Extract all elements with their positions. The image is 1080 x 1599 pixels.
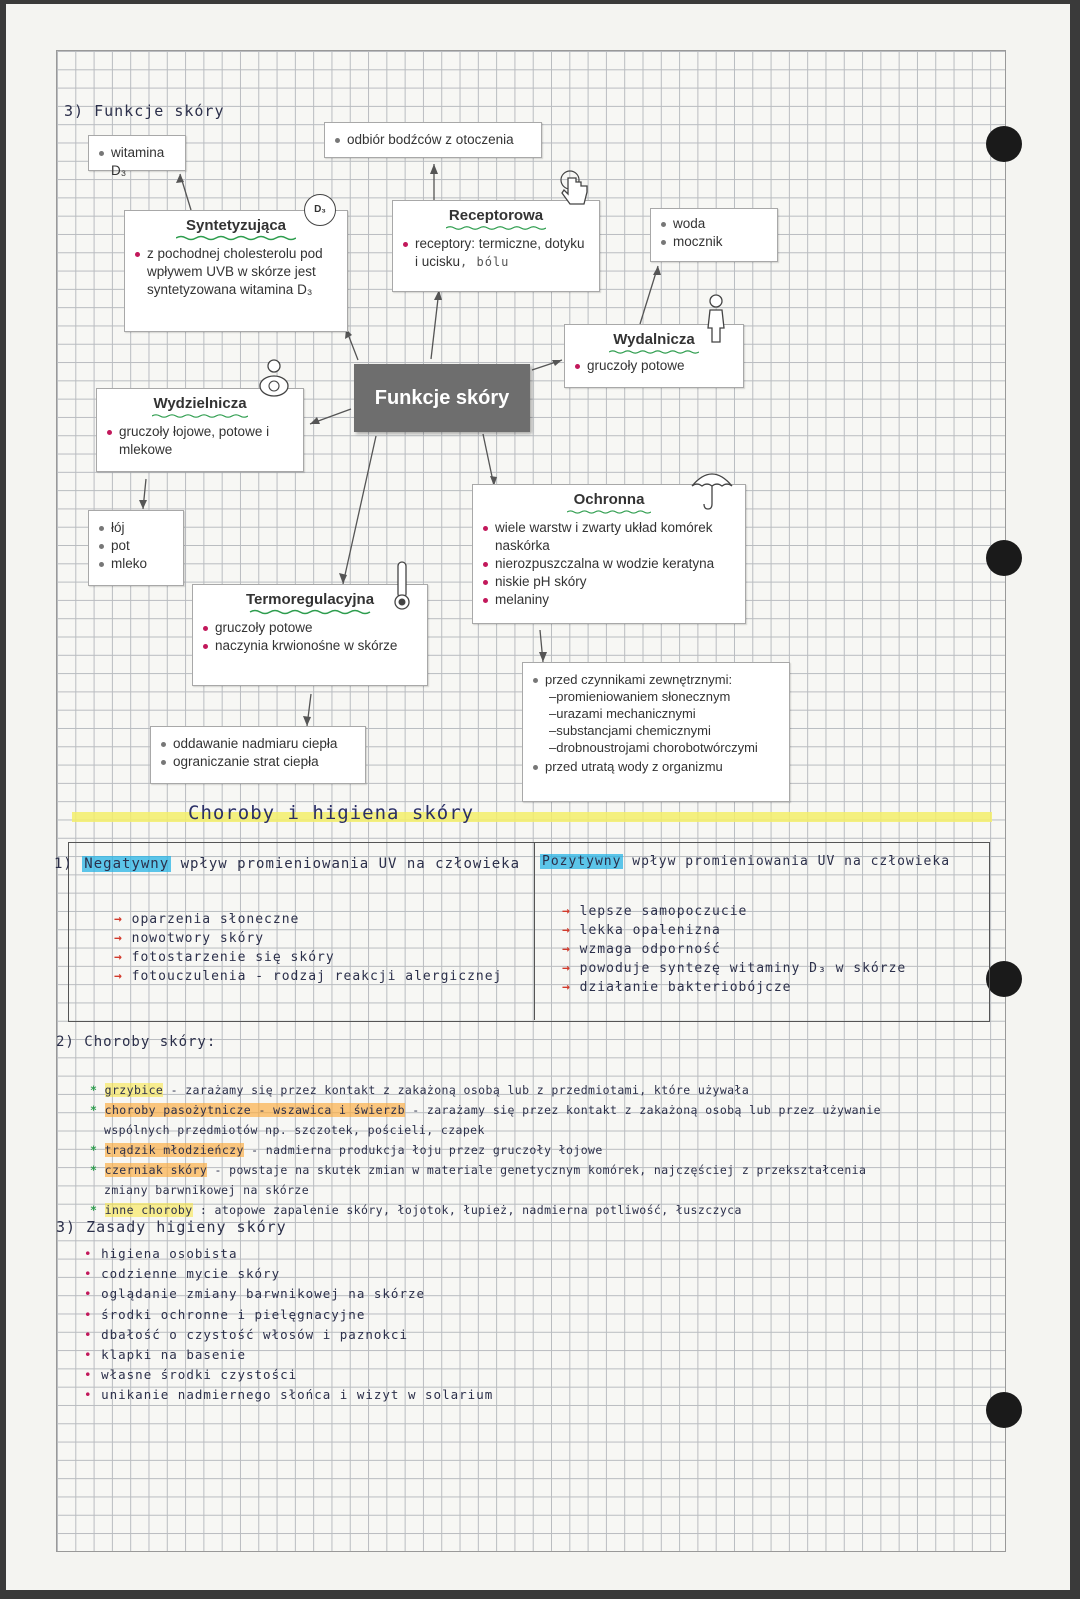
- list-item: z pochodnej cholesterolu pod wpływem UVB w skórze jest syntetyzowana witamina D₃: [147, 245, 339, 299]
- stimuli-box: [324, 122, 542, 158]
- sub-list: [523, 688, 789, 756]
- list-item: gruczoły potowe: [587, 357, 735, 375]
- list-item: przed utratą wody z organizmu: [545, 758, 781, 775]
- list-item: → wzmaga odporność: [562, 942, 721, 957]
- umbrella-icon: [690, 466, 734, 512]
- hand-touch-icon: [556, 168, 592, 208]
- box-title: Termoregulacyjna: [245, 591, 375, 608]
- list-item: wiele warstw i zwarty układ komórek naskórka: [495, 519, 737, 555]
- list-item: ograniczanie strat ciepła: [173, 753, 357, 771]
- thermometer-icon: [392, 560, 412, 612]
- disease-line: * grzybice - zarażamy się przez kontakt z zakażoną osobą lub z przedmiotami, które używała: [90, 1083, 750, 1097]
- list-item: melaniny: [495, 591, 737, 609]
- list-item: • codzienne mycie skóry: [84, 1266, 281, 1282]
- list-item: • oglądanie zmiany barwnikowej na skórze: [84, 1286, 426, 1302]
- list-item: → lepsze samopoczucie: [562, 904, 748, 919]
- list-item: niskie pH skóry: [495, 573, 737, 591]
- list-item: łój: [111, 519, 175, 537]
- disease-line: * inne choroby : atopowe zapalenie skóry, łojotok, łupież, nadmierna potliwość, łuszczyca: [90, 1203, 742, 1217]
- list-item: → oparzenia słoneczne: [114, 912, 300, 927]
- negative-heading: 1) Negatywny wpływ promieniowania UV na człowieka: [54, 856, 521, 872]
- list-item: → fotouczulenia - rodzaj reakcji alergicznej: [114, 969, 503, 984]
- list-item: gruczoły łojowe, potowe i mlekowe: [119, 423, 295, 459]
- disease-line: zmiany barwnikowej na skórze: [104, 1183, 310, 1197]
- section-heading-funkcje: 3) Funkcje skóry: [64, 102, 225, 120]
- list-item: • klapki na basenie: [84, 1347, 246, 1363]
- excretion-products-box: [650, 208, 778, 262]
- list-item: → nowotwory skóry: [114, 931, 265, 946]
- handwritten-note: , bólu: [460, 255, 510, 269]
- list-item: → lekka opalenizna: [562, 923, 721, 938]
- list-item: • unikanie nadmiernego słońca i wizyt w solarium: [84, 1387, 494, 1403]
- list-item: witamina D₃: [111, 144, 177, 180]
- box-title: Receptorowa: [448, 207, 544, 224]
- disease-line: * trądzik młodzieńczy - nadmierna produkcja łoju przez gruczoły łojowe: [90, 1143, 603, 1157]
- list-item: przed czynnikami zewnętrznymi:: [545, 671, 781, 688]
- secretions-box: [88, 510, 184, 586]
- disease-line: * czerniak skóry - powstaje na skutek zmian w materiale genetycznym komórek, najczęściej z przekształcenia: [90, 1163, 867, 1177]
- box-title: Wydzielnicza: [153, 395, 247, 412]
- list-item: oddawanie nadmiaru ciepła: [173, 735, 357, 753]
- binder-hole: [986, 961, 1022, 997]
- wydzielnicza-box: [96, 388, 304, 472]
- positive-heading: Pozytywny wpływ promieniowania UV na człowieka: [542, 854, 951, 869]
- wavy-underline: [609, 349, 699, 355]
- list-item: odbiór bodźców z otoczenia: [347, 131, 533, 149]
- list-item: woda: [673, 215, 769, 233]
- zasady-heading: 3) Zasady higieny skóry: [56, 1218, 287, 1236]
- list-item: mleko: [111, 555, 175, 573]
- person-icon: [702, 294, 730, 344]
- receptorowa-box: [392, 200, 600, 292]
- disease-line: * choroby pasożytnicze - wszawica i świerzb - zarażamy się przez kontakt z zakażoną osobą lub przez używanie: [90, 1103, 881, 1117]
- choroby-title: Choroby i higiena skóry: [188, 802, 475, 824]
- list-item: • higiena osobista: [84, 1246, 238, 1261]
- choroby-skory-heading: 2) Choroby skóry:: [56, 1034, 217, 1050]
- list-item: pot: [111, 537, 175, 555]
- box-title: Syntetyzująca: [185, 217, 287, 234]
- list-item: mocznik: [673, 233, 769, 251]
- sub-item: –urazami mechanicznymi: [549, 706, 696, 721]
- list-item: • dbałość o czystość włosów i paznokci: [84, 1326, 408, 1342]
- vitamin-d3-box: [88, 135, 186, 178]
- wavy-underline: [152, 413, 248, 419]
- binder-hole: [986, 540, 1022, 576]
- list-item: • własne środki czystości: [84, 1367, 298, 1383]
- mother-child-icon: [254, 358, 294, 398]
- list-item: receptory: termiczne, dotyku i ucisku, bólu: [415, 235, 591, 271]
- list-item: → powoduje syntezę witaminy D₃ w skórze: [562, 961, 907, 976]
- wavy-underline: [245, 609, 375, 615]
- syntetyzujaca-box: [124, 210, 348, 332]
- protection-box: [522, 662, 790, 802]
- sub-item: –drobnoustrojami chorobotwórczymi: [549, 740, 758, 755]
- list-item: gruczoły potowe: [215, 619, 419, 637]
- sub-item: –substancjami chemicznymi: [549, 723, 711, 738]
- wavy-underline: [176, 235, 296, 241]
- table-divider: [534, 842, 535, 1020]
- list-item: • środki ochronne i pielęgnacyjne: [84, 1306, 366, 1322]
- zasady-list: [84, 1244, 493, 1406]
- positive-list: [562, 902, 906, 997]
- list-item: → fotostarzenie się skóry: [114, 950, 335, 965]
- list-item: naczynia krwionośne w skórze: [215, 637, 419, 655]
- center-funkcje-skory: Funkcje skóry: [354, 364, 530, 432]
- binder-hole: [986, 126, 1022, 162]
- sun-d3-icon: D₃: [304, 194, 336, 226]
- box-title: Wydalnicza: [613, 331, 695, 348]
- disease-line: wspólnych przedmiotów np. szczotek, pościeli, czapek: [104, 1123, 485, 1137]
- list-item: nierozpuszczalna w wodzie keratyna: [495, 555, 737, 573]
- wavy-underline: [567, 509, 651, 515]
- notebook-page: [6, 4, 1070, 1590]
- sub-item: –promieniowaniem słonecznym: [549, 689, 731, 704]
- box-title: Ochronna: [573, 491, 645, 508]
- heat-box: [150, 726, 366, 784]
- negative-list: [114, 910, 502, 986]
- wavy-underline: [446, 225, 546, 231]
- choroby-skory-list: [90, 1080, 881, 1220]
- list-item: → działanie bakteriobójcze: [562, 980, 792, 995]
- binder-hole: [986, 1392, 1022, 1428]
